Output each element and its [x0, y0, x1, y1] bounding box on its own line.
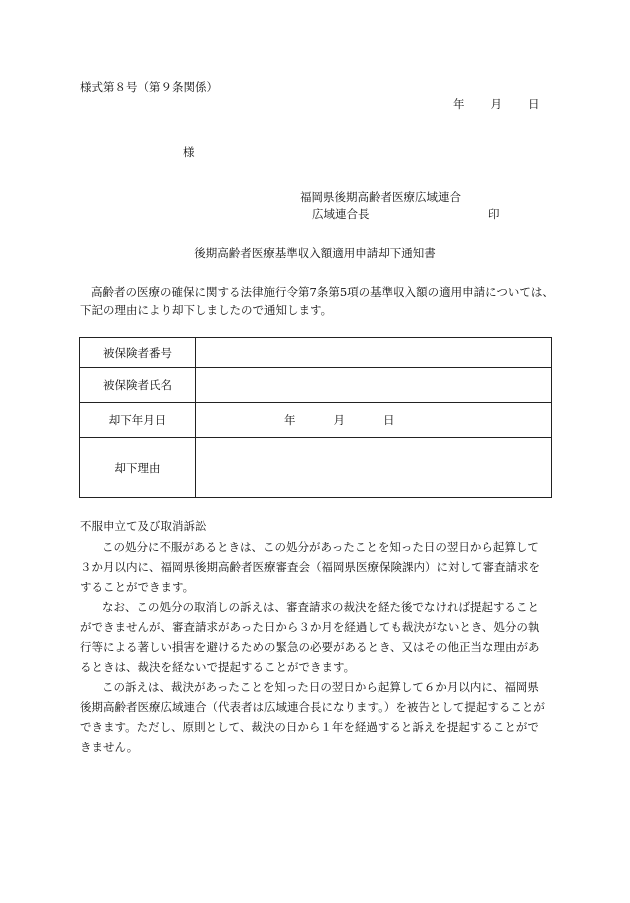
appeal-heading: 不服申立て及び取消訴訟 [80, 519, 207, 533]
appeal-paragraph-3: この訴えは、裁決があったことを知った日の翌日から起算して６か月以内に、福岡県後期高齢者医療広域連合（代表者は広域連合長になります。）を被告として提起することができます。ただし、原則として、裁決の日から１年を経過すると訴えを提起することができません。 [80, 680, 545, 754]
table-row [80, 368, 552, 403]
insured-number-field[interactable] [196, 338, 552, 368]
insured-name-label: 被保険者氏名 [80, 368, 196, 403]
date-day: 日 [528, 97, 540, 111]
rejection-date-year: 年 [284, 413, 296, 427]
rejection-date-field[interactable] [196, 403, 552, 438]
issue-date [453, 99, 540, 111]
date-year: 年 [453, 97, 465, 111]
issuer-organization: 福岡県後期高齢者医療広域連合 [300, 190, 461, 204]
insured-number-label: 被保険者番号 [80, 338, 196, 368]
rejection-date-day: 日 [383, 413, 395, 427]
rejection-reason-label: 却下理由 [80, 438, 196, 498]
info-table [79, 337, 552, 498]
insured-name-field[interactable] [196, 368, 552, 403]
rejection-date-month: 月 [333, 413, 345, 427]
date-month: 月 [490, 97, 502, 111]
document-title: 後期高齢者医療基準収入額適用申請却下通知書 [194, 246, 436, 260]
rejection-date-label: 却下年月日 [80, 403, 196, 438]
form-number: 様式第８号（第９条関係） [80, 80, 218, 94]
seal-mark: 印 [488, 207, 500, 221]
table-row [80, 438, 552, 498]
appeal-paragraph-1: この処分に不服があるときは、この処分があったことを知った日の翌日から起算して３か月以内に、福岡県後期高齢者医療審査会（福岡県医療保険課内）に対して審査請求をすることができます。 [80, 540, 540, 594]
table-row [80, 338, 552, 368]
issuer-title: 広域連合長 [312, 207, 370, 221]
addressee-suffix: 様 [183, 145, 195, 159]
intro-text: 高齢者の医療の確保に関する法律施行令第7条第5項の基準収入額の適用申請については、下記の理由により却下しましたので通知します。 [80, 285, 554, 317]
appeal-paragraph-2: なお、この処分の取消しの訴えは、審査請求の裁決を経た後でなければ提起することができませんが、審査請求があった日から３か月を経過しても裁決がないとき、処分の執行等による著しい損害を避けるための緊急の必要があるとき、又はその他正当な理由があるときは、裁決を経ないで提起することができます。 [80, 600, 540, 674]
rejection-reason-field[interactable] [196, 438, 552, 498]
table-row [80, 403, 552, 438]
